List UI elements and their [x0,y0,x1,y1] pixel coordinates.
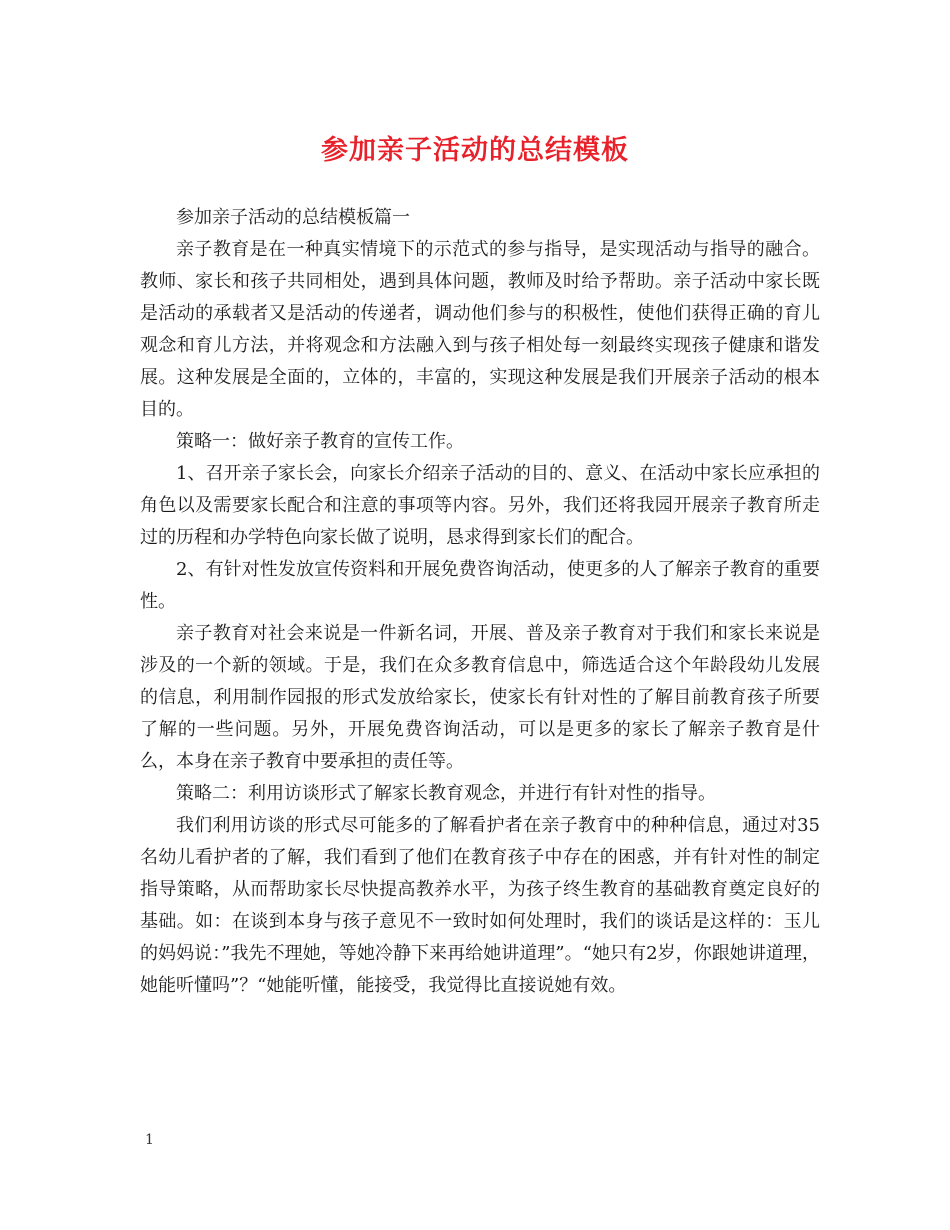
body-paragraph: 我们利用访谈的形式尽可能多的了解看护者在亲子教育中的种种信息，通过对35名幼儿看护者的了解，我们看到了他们在教育孩子中存在的困惑，并有针对性的制定指导策略，从而帮助家长尽快提高教养水平，为孩子终生教育的基础教育奠定良好的基础。如：在谈到本身与孩子意见不一致时如何处理时，我们的谈话是这样的：玉儿的妈妈说：”我先不理她，等她冷静下来再给她讲道理”。“她只有2岁，你跟她讲道理，她能听懂吗”？“她能听懂，能接受，我觉得比直接说她有效。 [140,815,820,996]
document-body [140,202,820,1002]
document-title: 参加亲子活动的总结模板 [321,135,629,166]
strategy-heading: 策略二：利用访谈形式了解家长教育观念，并进行有针对性的指导。 [176,783,716,804]
section-heading: 参加亲子活动的总结模板篇一 [176,207,410,228]
strategy-heading: 策略一：做好亲子教育的宣传工作。 [176,431,464,452]
body-paragraph: 1、召开亲子家长会，向家长介绍亲子活动的目的、意义、在活动中家长应承担的角色以及需要家长配合和注意的事项等内容。另外，我们还将我园开展亲子教育所走过的历程和办学特色向家长做了说明，恳求得到家长们的配合。 [140,463,820,548]
page-number: 1 [145,1132,154,1148]
body-paragraph: 亲子教育对社会来说是一件新名词，开展、普及亲子教育对于我们和家长来说是涉及的一个新的领域。于是，我们在众多教育信息中，筛选适合这个年龄段幼儿发展的信息，利用制作园报的形式发放给家长，使家长有针对性的了解目前教育孩子所要了解的一些问题。另外，开展免费咨询活动，可以是更多的家长了解亲子教育是什么，本身在亲子教育中要承担的责任等。 [140,623,820,772]
body-paragraph: 2、有针对性发放宣传资料和开展免费咨询活动，使更多的人了解亲子教育的重要性。 [140,559,820,612]
body-paragraph: 亲子教育是在一种真实情境下的示范式的参与指导，是实现活动与指导的融合。教师、家长和孩子共同相处，遇到具体问题，教师及时给予帮助。亲子活动中家长既是活动的承载者又是活动的传递者，调动他们参与的积极性，使他们获得正确的育儿观念和育儿方法，并将观念和方法融入到与孩子相处每一刻最终实现孩子健康和谐发展。这种发展是全面的，立体的，丰富的，实现这种发展是我们开展亲子活动的根本目的。 [140,239,820,420]
